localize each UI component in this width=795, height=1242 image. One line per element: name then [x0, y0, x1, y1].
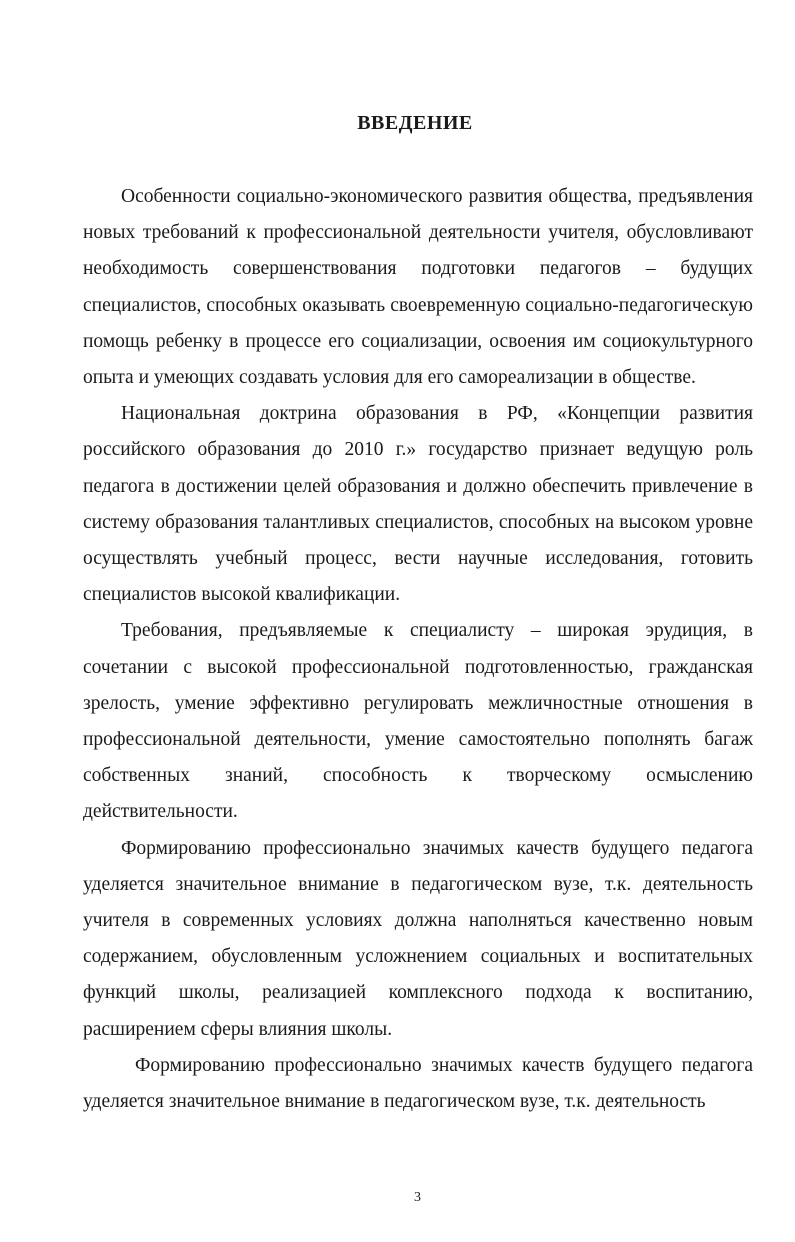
page-number: 3 — [414, 1190, 421, 1205]
paragraph-3: Требования, предъявляемые к специалисту – широкая эрудиция, в сочетании с высокой профессиональной подготовленностью, гражданская зрелость, умение эффективно регулировать межличностные отношения в профессиональной деятельности, умение самостоятельно пополнять багаж собственных знаний, способность к творческому осмыслению действительности. — [83, 620, 753, 823]
paragraph-1: Особенности социально-экономического развития общества, предъявления новых требований к профессиональной деятельности учителя, обусловливают необходимость совершенствования подготовки педагогов – будущих специалистов, способных оказывать своевременную социально-педагогическую помощь ребенку в процессе его социализации, освоения им социокультурного опыта и умеющих создавать условия для его самореализации в обществе. — [83, 186, 753, 389]
body-text — [83, 179, 753, 1120]
paragraph-4: Формированию профессионально значимых качеств будущего педагога уделяется значительное внимание в педагогическом вузе, т.к. деятельность учителя в современных условиях должна наполняться качественно новым содержанием, обусловленным усложнением социальных и воспитательных функций школы, реализацией комплексного подхода к воспитанию, расширением сферы влияния школы. — [83, 837, 753, 1040]
page-title: ВВЕДЕНИЕ — [357, 112, 473, 134]
paragraph-2: Национальная доктрина образования в РФ, «Концепции развития российского образования до 2010 г.» государство признает ведущую роль педагога в достижении целей образования и должно обеспечить привлечение в систему образования талантливых специалистов, способных на высоком уровне осуществлять учебный процесс, вести научные исследования, готовить специалистов высокой квалификации. — [83, 403, 753, 606]
paragraph-5: Формированию профессионально значимых качеств будущего педагога уделяется значительное внимание в педагогическом вузе, т.к. деятельность — [83, 1054, 753, 1113]
